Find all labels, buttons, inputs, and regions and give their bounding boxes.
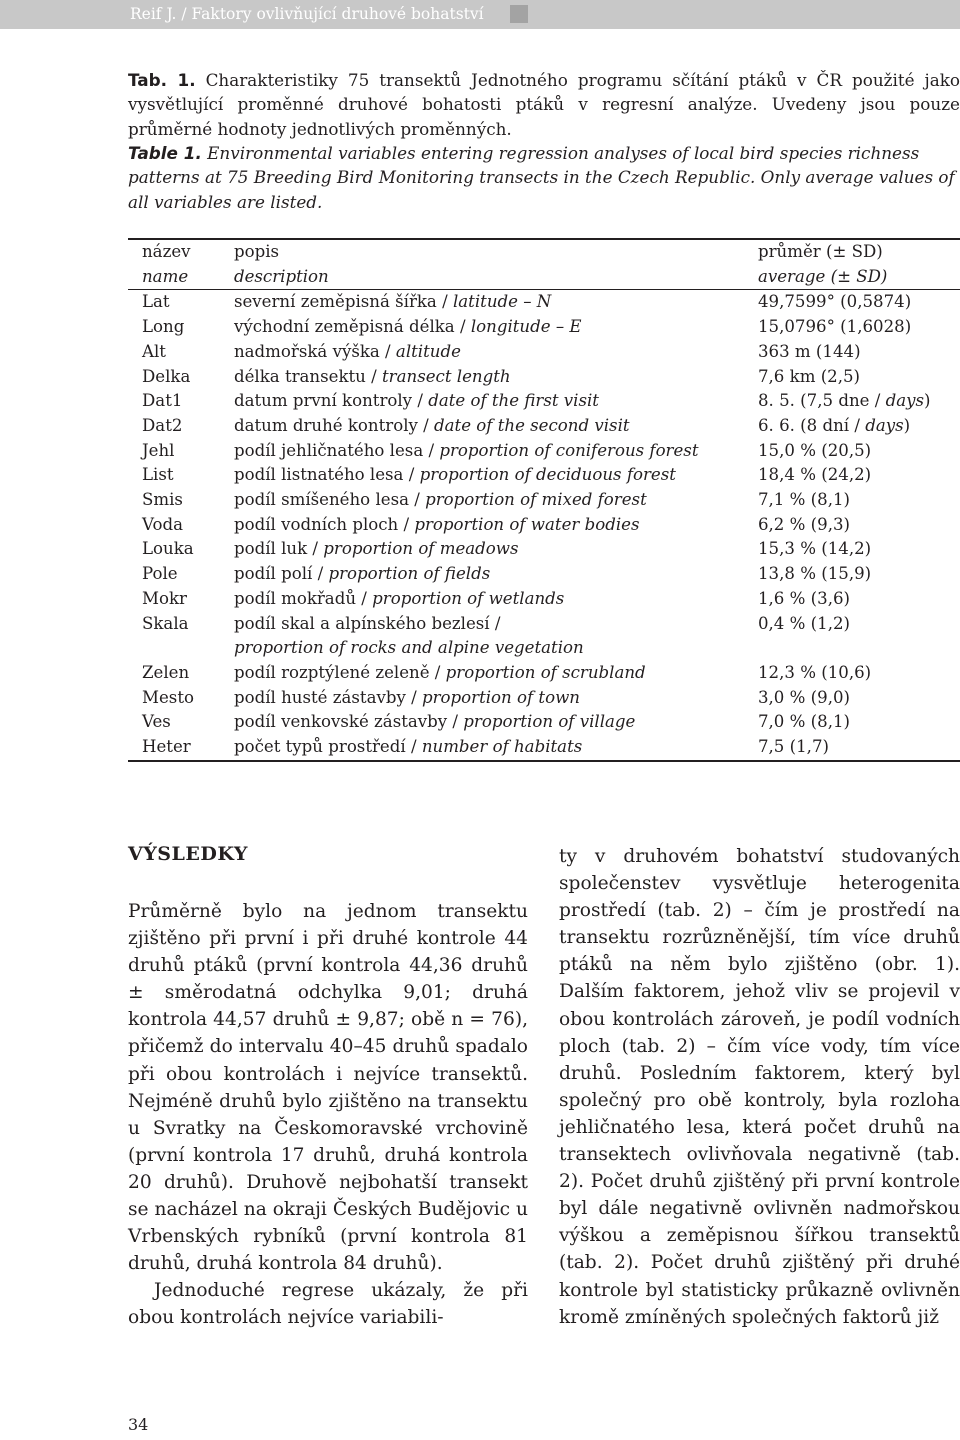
description-czech: podíl jehličnatého lesa /	[233, 440, 440, 460]
description-czech: nadmořská výška /	[233, 341, 396, 361]
table-row	[128, 612, 960, 637]
variable-code: Lat	[142, 292, 170, 312]
variable-description	[234, 439, 758, 464]
results-paragraph-1: Průměrně bylo na jednom transektu zjištěno při první i při druhé kontrole 44 druhů ptáků (první kontrola 44,36 druhů ± směrodatná odchylka 9,01; druhá kontrola 44,57 druhů ± 9,87; obě n = 76), přičemž do intervalu 40–45 druhů spadalo při obou kontrolách i nejvíce transektů. Nejméně druhů bylo zjištěno na transektu u Svratky na Českomoravské vrchovině (první kontrola 17 druhů, druhá kontrola 20 druhů). Druhově nejbohatší transekt se nacházel na okraji Českých Budějovic u Vrbenských rybníků (první kontrola 81 druhů, druhá kontrola 84 druhů).	[128, 901, 528, 1275]
description-czech: podíl vodních ploch /	[233, 514, 415, 534]
description-english: proportion of water bodies	[414, 514, 640, 534]
variable-description	[234, 710, 758, 735]
table-row	[128, 661, 960, 686]
variable-description	[234, 290, 758, 315]
variable-average: 3,0 % (9,0)	[757, 687, 851, 707]
results-paragraph-continued: ty v druhovém bohatství studovaných společenstev vysvětluje heterogenita prostředí (tab. 2) – čím je prostředí na transektu rozrůzněnější, tím více druhů ptáků na něm bylo zjištěno (obr. 1). Dalším faktorem, jehož vliv se projevil v obou kontrolách zároveň, je podíl vodních ploch (tab. 2) – čím více vody, tím více druhů. Posledním faktorem, který byl společný pro obě kontroly, byla rozloha jehličnatého lesa, která počet druhů na transektech ovlivňovala negativně (tab. 2). Počet druhů zjištěný při první kontrole byl dále negativně ovlivněn nadmořskou výškou a zeměpisnou šířkou transektů (tab. 2). Počet druhů zjištěný při druhé kontrole byl statisticky průkazně ovlivněn kromě zmíněných společných faktorů již	[559, 846, 960, 1328]
variable-code: Heter	[142, 737, 191, 757]
header-description-cz: popis	[233, 242, 280, 261]
variable-average: 8. 5. (7,5 dne / days)	[757, 391, 931, 411]
table-caption-english	[128, 141, 960, 214]
variable-code: Dat2	[142, 415, 183, 435]
description-czech: východní zeměpisná délka /	[233, 317, 471, 337]
description-czech: podíl smíšeného lesa /	[233, 490, 426, 510]
description-czech: podíl listnatého lesa /	[233, 465, 420, 485]
description-english: transect length	[382, 366, 511, 386]
results-heading: VÝSLEDKY	[128, 843, 248, 865]
variable-average: 18,4 % (24,2)	[757, 465, 872, 485]
description-english: proportion of village	[463, 712, 636, 732]
variable-average: 15,0796° (1,6028)	[757, 317, 912, 337]
variable-average: 0,4 % (1,2)	[757, 613, 851, 633]
variable-description	[234, 488, 758, 513]
caption-english-text: Environmental variables entering regression analyses of local bird species richness patterns at 75 Breeding Bird Monitoring transects in the Czech Republic. Only average values of all variables are listed.	[128, 143, 955, 212]
description-czech: podíl husté zástavby /	[233, 687, 422, 707]
variable-code: List	[142, 465, 174, 485]
variable-average: 7,6 km (2,5)	[757, 366, 861, 386]
table-row	[128, 315, 960, 340]
description-english: proportion of meadows	[323, 539, 519, 559]
variables-table	[128, 238, 960, 762]
description-english: proportion of scrubland	[445, 662, 646, 682]
description-czech: podíl skal a alpínského bezlesí /	[233, 613, 501, 633]
results-paragraph-2: Jednoduché regrese ukázaly, že při obou kontrolách nejvíce variabili-	[128, 1280, 528, 1329]
description-english: proportion of town	[421, 687, 580, 707]
caption-english-label: Table 1.	[128, 143, 202, 163]
page-number: 34	[128, 1415, 149, 1434]
description-english: proportion of mixed forest	[425, 490, 647, 510]
header-average-cz: průměr (± SD)	[757, 242, 883, 261]
variable-average: 7,1 % (8,1)	[757, 490, 851, 510]
variable-code: Pole	[142, 564, 178, 584]
description-czech: datum druhé kontroly /	[233, 415, 435, 435]
header-average-en: average (± SD)	[758, 265, 960, 290]
description-english: proportion of deciduous forest	[419, 465, 676, 485]
variable-description	[234, 562, 758, 587]
description-english: altitude	[395, 341, 461, 361]
table-row	[128, 389, 960, 414]
variable-average: 15,0 % (20,5)	[757, 440, 872, 460]
header-square-ornament	[510, 5, 528, 23]
description-czech: podíl mokřadů /	[233, 588, 373, 608]
table-row	[128, 735, 960, 761]
description-english: latitude – N	[452, 292, 552, 312]
variable-code: Zelen	[142, 662, 190, 682]
table-header-row-english	[128, 265, 960, 290]
caption-czech-text: Charakteristiky 75 transektů Jednotného programu sčítání ptáků v ČR použité jako vysvětlující proměnné druhové bohatosti ptáků v regresní analýze. Uvedeny jsou pouze průměrné hodnoty jednotlivých proměnných.	[128, 70, 960, 139]
caption-czech-label: Tab. 1.	[128, 70, 196, 90]
variable-average: 7,0 % (8,1)	[757, 712, 851, 732]
description-czech: datum první kontroly /	[233, 391, 429, 411]
variable-description	[234, 612, 758, 637]
variable-description	[234, 661, 758, 686]
description-english: longitude – E	[470, 317, 582, 337]
header-description-en: description	[234, 265, 758, 290]
table-caption-czech	[128, 68, 960, 141]
description-english: number of habitats	[421, 737, 583, 757]
variable-average	[758, 636, 960, 661]
variable-description	[234, 537, 758, 562]
description-czech: podíl rozptýlené zeleně /	[233, 662, 446, 682]
variable-code: Long	[142, 317, 185, 337]
table-header-row-czech	[128, 239, 960, 265]
days-italic: days	[865, 415, 904, 435]
text-column-right	[559, 843, 960, 1331]
table-row	[128, 587, 960, 612]
table-row	[128, 636, 960, 661]
description-english: date of the second visit	[434, 415, 630, 435]
table-row	[128, 686, 960, 711]
variable-code: Smis	[142, 490, 183, 510]
description-czech: délka transektu /	[233, 366, 383, 386]
variable-code: Skala	[142, 613, 189, 633]
variable-code: Mesto	[142, 687, 194, 707]
description-czech: počet typů prostředí /	[233, 737, 422, 757]
table-row	[128, 710, 960, 735]
variable-description	[234, 587, 758, 612]
description-english: date of the first visit	[428, 391, 599, 411]
variable-description	[234, 735, 758, 761]
table-row	[128, 290, 960, 315]
variable-code: Dat1	[142, 391, 183, 411]
variable-average: 49,7599° (0,5874)	[757, 292, 912, 312]
variable-description	[234, 636, 758, 661]
description-english: proportion of coniferous forest	[439, 440, 699, 460]
variable-code: Voda	[142, 514, 183, 534]
variable-code: Alt	[142, 341, 166, 361]
variable-code: Louka	[142, 539, 194, 559]
variable-code: Mokr	[142, 588, 187, 608]
table-row	[128, 513, 960, 538]
running-header-title: Reif J. / Faktory ovlivňující druhové bohatství	[130, 5, 484, 23]
variable-code: Delka	[142, 366, 191, 386]
table-row	[128, 463, 960, 488]
description-english: proportion of wetlands	[372, 588, 565, 608]
variable-description	[234, 513, 758, 538]
variable-code	[128, 636, 234, 661]
running-header	[0, 0, 960, 29]
text-column-left	[128, 898, 528, 1332]
variable-average: 6,2 % (9,3)	[757, 514, 851, 534]
table-row	[128, 365, 960, 390]
table-row	[128, 537, 960, 562]
variable-description	[234, 340, 758, 365]
variable-code: Ves	[142, 712, 171, 732]
table-row	[128, 439, 960, 464]
table-row	[128, 414, 960, 439]
variable-average: 363 m (144)	[757, 341, 861, 361]
description-english: proportion of rocks and alpine vegetation	[233, 638, 584, 658]
table-row	[128, 562, 960, 587]
description-czech: severní zeměpisná šířka /	[233, 292, 453, 312]
variable-average: 6. 6. (8 dní / days)	[757, 415, 911, 435]
variable-average: 15,3 % (14,2)	[757, 539, 872, 559]
variable-average: 13,8 % (15,9)	[757, 564, 872, 584]
description-czech: podíl luk /	[233, 539, 324, 559]
variable-description	[234, 463, 758, 488]
table-row	[128, 488, 960, 513]
header-name-cz: název	[142, 242, 191, 261]
variable-description	[234, 389, 758, 414]
description-english: proportion of fields	[328, 564, 491, 584]
header-name-en: name	[128, 265, 234, 290]
description-czech: podíl polí /	[233, 564, 329, 584]
variable-average: 1,6 % (3,6)	[757, 588, 851, 608]
variable-description	[234, 365, 758, 390]
variable-description	[234, 414, 758, 439]
variable-description	[234, 315, 758, 340]
variable-average: 12,3 % (10,6)	[757, 662, 872, 682]
table-row	[128, 340, 960, 365]
variable-average: 7,5 (1,7)	[757, 737, 829, 757]
variable-code: Jehl	[142, 440, 175, 460]
variable-description	[234, 686, 758, 711]
description-czech: podíl venkovské zástavby /	[233, 712, 464, 732]
days-italic: days	[885, 391, 924, 411]
